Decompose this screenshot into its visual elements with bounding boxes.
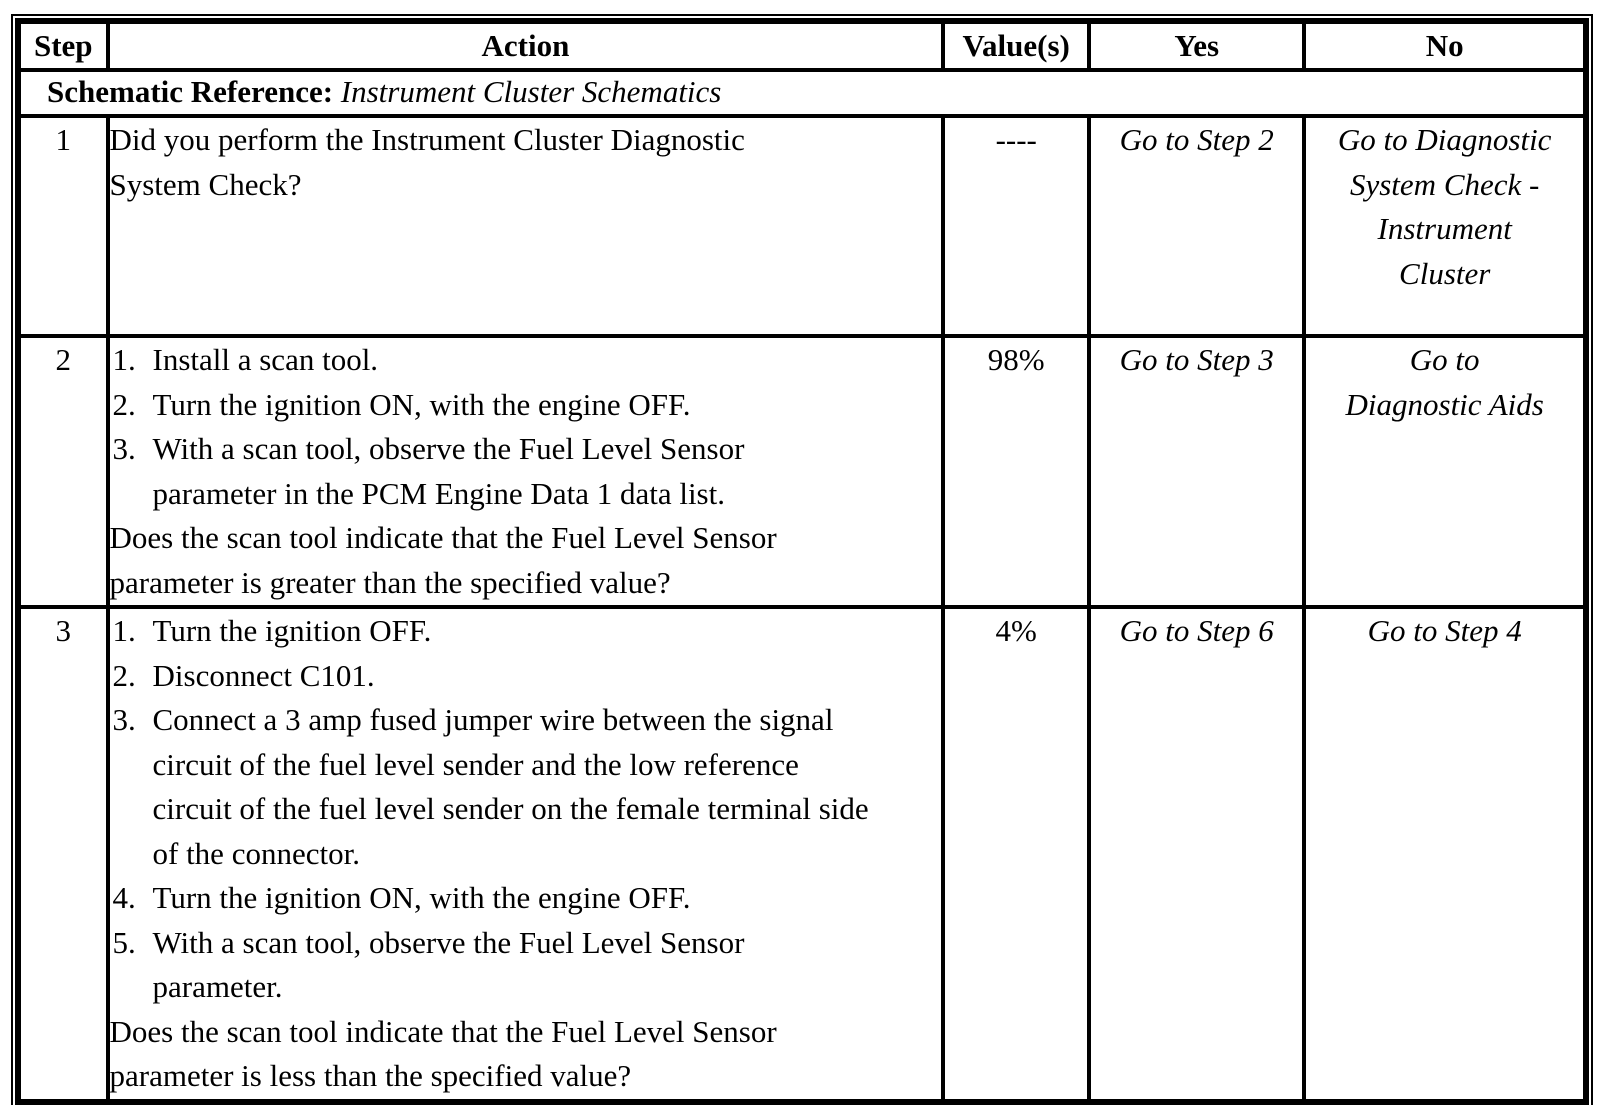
item-text: Disconnect C101.	[152, 657, 375, 693]
yes-link[interactable]: Go to Step 3	[1119, 342, 1274, 377]
item-number: 5.	[112, 924, 136, 960]
header-no: No	[1304, 22, 1585, 70]
step-number: 3	[19, 607, 108, 1101]
header-action: Action	[108, 22, 944, 70]
action-list-item	[91, 427, 873, 516]
no-cell	[1304, 607, 1585, 1101]
action-list-item	[91, 338, 942, 383]
item-text: Turn the ignition ON, with the engine OFF.	[152, 880, 691, 915]
header-row	[19, 22, 1585, 70]
value-cell: 98%	[943, 336, 1089, 607]
value-cell: 4%	[943, 607, 1089, 1101]
action-list-item	[91, 654, 942, 699]
item-text: Turn the ignition ON, with the engine OFF.	[152, 386, 691, 422]
no-link-line: Instrument	[1377, 211, 1512, 246]
no-link-line: System Check -	[1349, 166, 1540, 202]
table-row-step-3	[19, 607, 1585, 1101]
yes-cell	[1089, 336, 1304, 607]
no-link[interactable]	[1306, 118, 1583, 296]
yes-link[interactable]: Go to Step 6	[1119, 613, 1274, 648]
yes-cell	[1089, 607, 1304, 1101]
yes-cell	[1089, 116, 1304, 336]
item-number: 1.	[112, 613, 136, 648]
schematic-reference-cell	[19, 70, 1585, 116]
no-cell	[1304, 116, 1585, 336]
yes-link[interactable]: Go to Step 2	[1119, 122, 1274, 157]
step-number: 1	[19, 116, 108, 336]
header-step: Step	[19, 22, 108, 70]
schematic-reference-label: Schematic Reference:	[47, 74, 334, 109]
action-list-item	[91, 609, 942, 654]
table-row-step-1	[19, 116, 1585, 336]
item-number: 2.	[112, 657, 136, 693]
action-question: Does the scan tool indicate that the Fuel Level Sensor parameter is less than the specified value?	[109, 1013, 777, 1093]
action-question: Did you perform the Instrument Cluster Diagnostic System Check?	[109, 122, 745, 202]
action-question: Does the scan tool indicate that the Fuel Level Sensor parameter is greater than the specified value?	[109, 520, 777, 600]
diagnostic-table-container	[15, 18, 1589, 1093]
no-link-line: Diagnostic Aids	[1345, 386, 1544, 422]
header-values: Value(s)	[943, 22, 1089, 70]
action-list-item	[91, 698, 873, 876]
no-link-line: Go to	[1409, 342, 1480, 377]
action-list-item	[91, 876, 942, 921]
item-number: 2.	[112, 386, 136, 422]
item-text: Install a scan tool.	[152, 342, 379, 377]
no-link[interactable]	[1306, 609, 1583, 654]
header-yes: Yes	[1089, 22, 1304, 70]
diagnostic-table	[15, 18, 1589, 1105]
action-cell	[108, 607, 944, 1101]
schematic-reference-link[interactable]: Instrument Cluster Schematics	[340, 74, 722, 109]
step-number: 2	[19, 336, 108, 607]
item-text: Connect a 3 amp fused jumper wire between the signal circuit of the fuel level sender and the low reference circuit of the fuel level sender on the female terminal side of the connector.	[152, 702, 869, 871]
no-link-line: Go to Step 4	[1367, 613, 1522, 648]
item-number: 3.	[112, 431, 136, 466]
item-text: Turn the ignition OFF.	[152, 613, 432, 648]
action-list-item	[91, 383, 942, 428]
action-cell	[108, 116, 944, 336]
schematic-reference-row	[19, 70, 1585, 116]
item-number: 1.	[112, 342, 136, 377]
table-row-step-2	[19, 336, 1585, 607]
no-link[interactable]	[1306, 338, 1583, 427]
item-text: With a scan tool, observe the Fuel Level Sensor parameter.	[152, 924, 745, 1004]
no-link-line: Cluster	[1399, 255, 1491, 291]
item-text: With a scan tool, observe the Fuel Level Sensor parameter in the PCM Engine Data 1 data list.	[152, 431, 745, 511]
value-cell: ----	[943, 116, 1089, 336]
action-list-item	[91, 921, 873, 1010]
item-number: 4.	[112, 880, 136, 915]
action-cell	[108, 336, 944, 607]
no-link-line: Go to Diagnostic	[1337, 122, 1552, 157]
no-cell	[1304, 336, 1585, 607]
item-number: 3.	[112, 702, 136, 737]
